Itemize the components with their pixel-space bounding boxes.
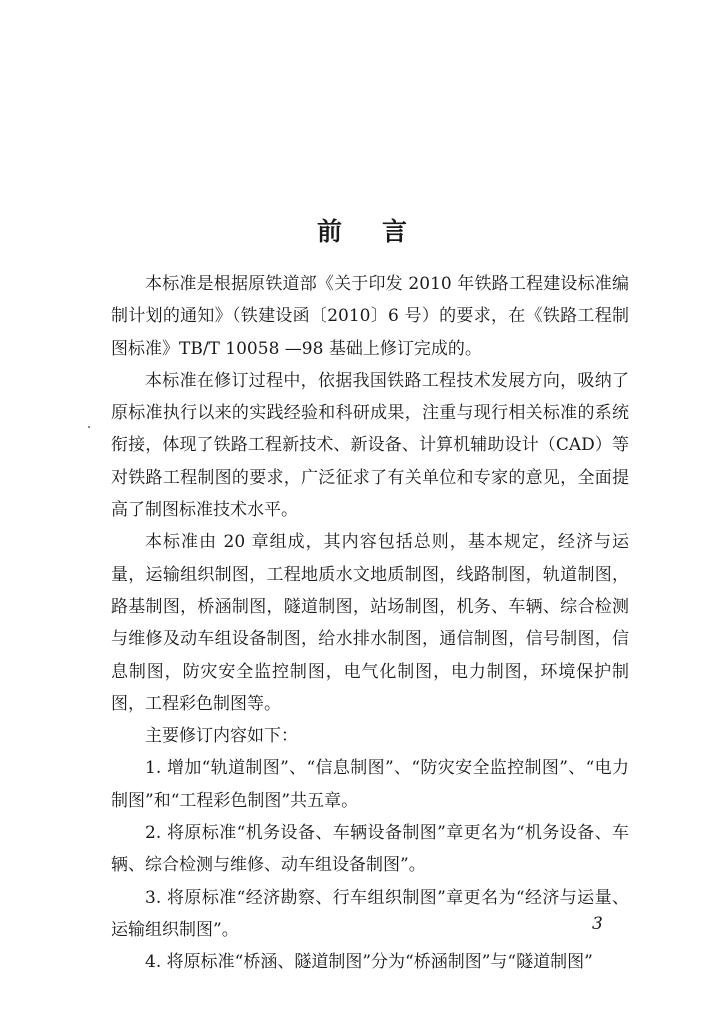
paragraph: 4. 将原标准“桥涵、隧道制图”分为“桥涵制图”与“隧道制图” [145,952,593,973]
paragraph: 本标准由 20 章组成，其内容包括总则，基本规定，经济与运量，运输组织制图，工程地质水文地质制图，线路制图，轨道制图，路基制图，桥涵制图，隧道制图，站场制图，机务、车辆、综合检测与维修及动车组设备制图，给水排水制图，通信制图，信号制图，信息制图，防灾安全监控制图，电气化制图，电力制图，环境保护制图，工程彩色制图等。 [111,532,629,714]
page-number: 3 [592,914,603,934]
paragraph: 3. 将原标准“经济勘察、行车组织制图”章更名为“经济与运量、运输组织制图”。 [111,887,629,940]
page-title: 前言 [316,217,447,246]
paragraph: 本标准是根据原铁道部《关于印发 2010 年铁路工程建设标准编制计划的通知》（铁建设函〔2010〕6 号）的要求，在《铁路工程制图标准》TB/T 10058 —98 基础上修订完成的。 [111,274,629,359]
paragraph: 本标准在修订过程中，依据我国铁路工程技术发展方向，吸纳了原标准执行以来的实践经验和科研成果，注重与现行相关标准的系统衔接，体现了铁路工程新技术、新设备、计算机辅助设计（CAD）等对铁路工程制图的要求，广泛征求了有关单位和专家的意见，全面提高了制图标准技术水平。 [111,370,629,521]
scan-speck [88,426,90,428]
body-text [111,268,629,979]
paragraph: 1. 增加“轨道制图”、“信息制图”、“防灾安全监控制图”、“电力制图”和“工程彩色制图”共五章。 [111,758,629,811]
paragraph: 主要修订内容如下： [145,726,298,747]
paragraph: 2. 将原标准“机务设备、车辆设备制图”章更名为“机务设备、车辆、综合检测与维修、动车组设备制图”。 [111,823,629,876]
